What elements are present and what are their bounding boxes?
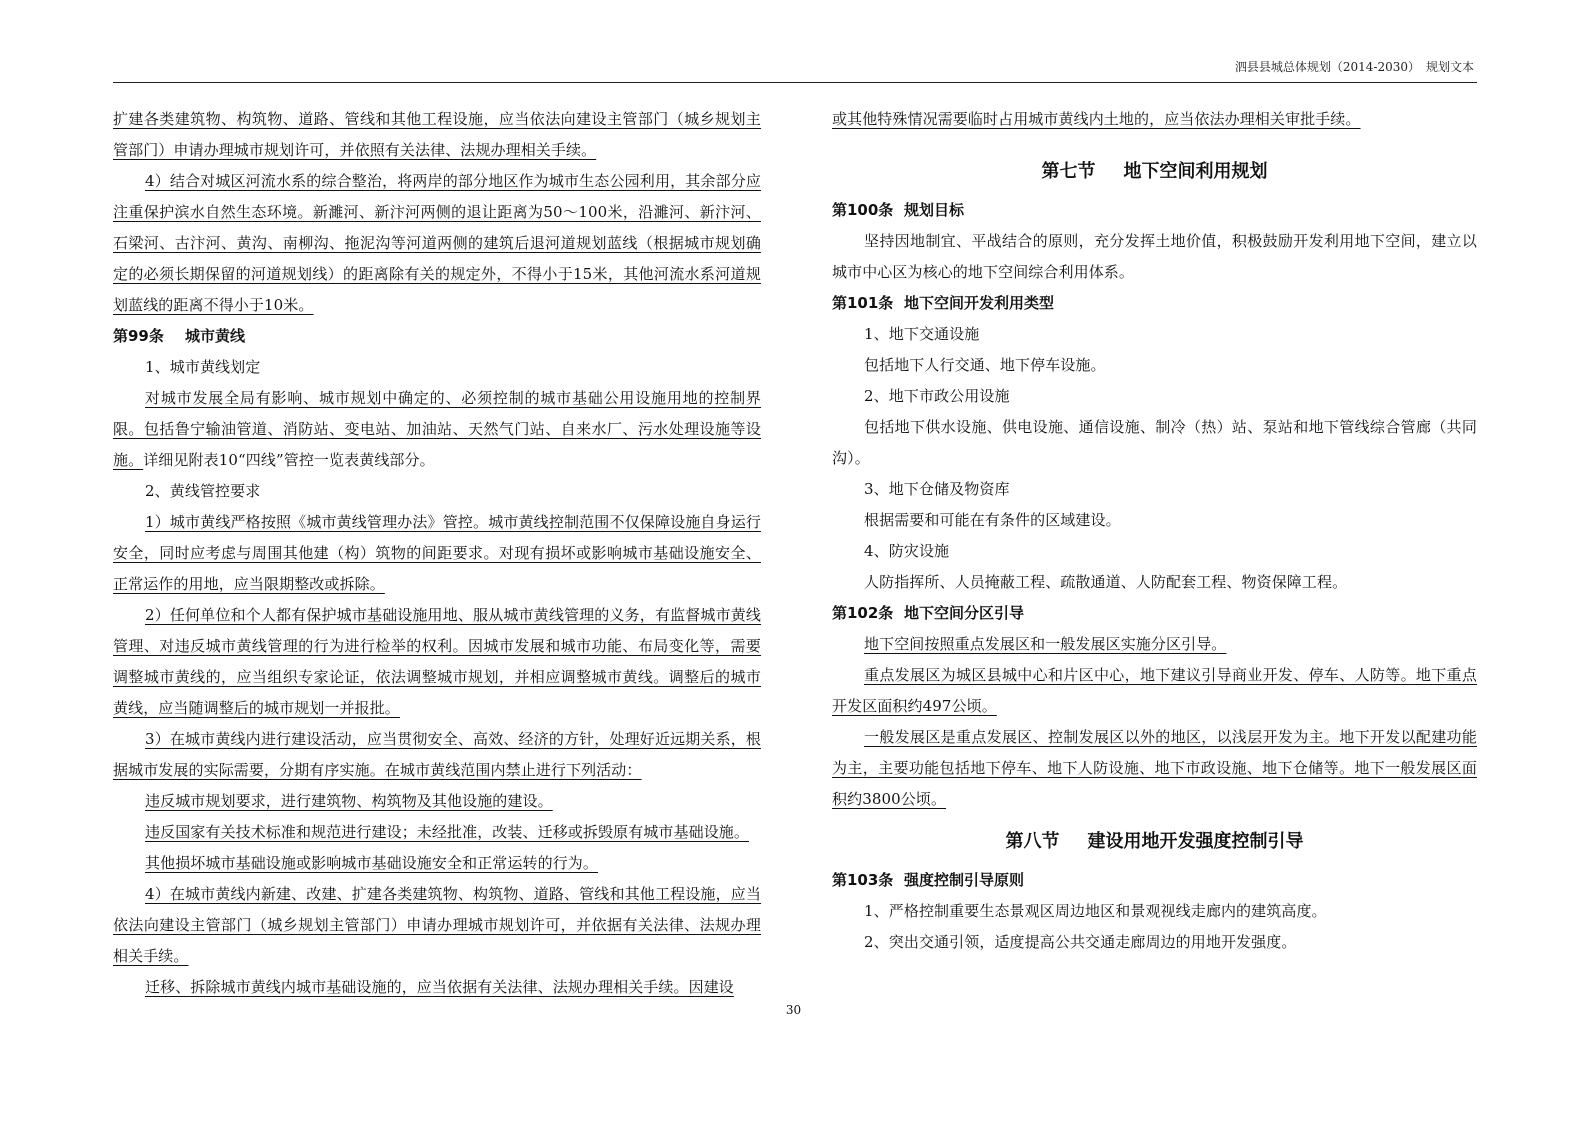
- page-number: 30: [785, 1003, 802, 1017]
- article-102-heading: [832, 598, 1477, 629]
- paragraph: 重点发展区为城区县城中心和片区中心，地下建议引导商业开发、停车、人防等。地下重点开发区面积约497公顷。: [832, 666, 1477, 715]
- subheading: 3、地下仓储及物资库: [864, 480, 1010, 498]
- subheading: 1、地下交通设施: [864, 325, 980, 343]
- section-8-heading: [832, 827, 1477, 853]
- article-number: 第102条: [832, 604, 894, 622]
- paragraph: 1）城市黄线严格按照《城市黄线管理办法》管控。城市黄线控制范围不仅保障设施自身运行安全，同时应考虑与周围其他建（构）筑物的间距要求。对现有损坏或影响城市基础设施安全、正常运作的用地，应当限期整改或拆除。: [113, 513, 761, 593]
- article-99-heading: [113, 321, 761, 352]
- subheading: 2、地下市政公用设施: [864, 387, 1010, 405]
- paragraph: 2）任何单位和个人都有保护城市基础设施用地、服从城市黄线管理的义务，有监督城市黄线管理、对违反城市黄线管理的行为进行检举的权利。因城市发展和城市功能、布局变化等，需要调整城市黄线的，应当组织专家论证，依法调整城市规划，并相应调整城市黄线。调整后的城市黄线，应当随调整后的城市规划一并报批。: [113, 606, 761, 717]
- list-item: 2、突出交通引领，适度提高公共交通走廊周边的用地开发强度。: [864, 933, 1297, 951]
- paragraph: 扩建各类建筑物、构筑物、道路、管线和其他工程设施，应当依法向建设主管部门（城乡规划主管部门）申请办理城市规划许可，并依照有关法律、法规办理相关手续。: [113, 110, 761, 159]
- section-number: 第七节: [1041, 161, 1096, 182]
- article-number: 第99条: [113, 327, 164, 345]
- article-title: 城市黄线: [185, 327, 246, 345]
- article-title: 地下空间分区引导: [904, 604, 1025, 622]
- article-number: 第103条: [832, 871, 894, 889]
- subheading: 4、防灾设施: [864, 542, 950, 560]
- paragraph: 根据需要和可能在有条件的区域建设。: [864, 511, 1121, 529]
- plain-text: 详细见附表10“四线”管控一览表黄线部分。: [143, 451, 435, 469]
- header-divider: [113, 82, 1477, 83]
- paragraph: 违反国家有关技术标准和规范进行建设；未经批准，改装、迁移或拆毁原有城市基础设施。: [145, 823, 750, 841]
- section-title: 地下空间利用规划: [1123, 161, 1268, 182]
- paragraph: 违反城市规划要求，进行建筑物、构筑物及其他设施的建设。: [145, 792, 553, 810]
- paragraph: 其他损坏城市基础设施或影响城市基础设施安全和正常运转的行为。: [145, 854, 599, 872]
- paragraph: 地下空间按照重点发展区和一般发展区实施分区引导。: [864, 635, 1227, 653]
- right-column: [832, 104, 1477, 958]
- article-103-heading: [832, 865, 1477, 896]
- article-100-heading: [832, 195, 1477, 226]
- paragraph: 人防指挥所、人员掩蔽工程、疏散通道、人防配套工程、物资保障工程。: [864, 573, 1348, 591]
- paragraph: [113, 383, 761, 476]
- article-title: 规划目标: [904, 201, 965, 219]
- paragraph: 3）在城市黄线内进行建设活动，应当贯彻安全、高效、经济的方针，处理好近远期关系，根据城市发展的实际需要，分期有序实施。在城市黄线范围内禁止进行下列活动：: [113, 730, 761, 779]
- article-title: 地下空间开发利用类型: [904, 294, 1055, 312]
- paragraph: 一般发展区是重点发展区、控制发展区以外的地区，以浅层开发为主。地下开发以配建功能为主，主要功能包括地下停车、地下人防设施、地下市政设施、地下仓储等。地下一般发展区面积约3800公顷。: [832, 728, 1477, 808]
- paragraph: 包括地下供水设施、供电设施、通信设施、制冷（热）站、泵站和地下管线综合管廊（共同沟）。: [832, 418, 1477, 467]
- underlined-text: 对城市发展全局有影响、城市规划中确定的、必须控制的城市基础公用设施用地的控制界限。包括鲁宁输油管道、消防站、变电站、加油站、天然气门站、自来水厂、污水处理设施等设施。: [113, 389, 761, 469]
- paragraph: 包括地下人行交通、地下停车设施。: [864, 356, 1106, 374]
- section-7-heading: [832, 157, 1477, 183]
- left-column: [113, 104, 761, 1003]
- paragraph: 坚持因地制宜、平战结合的原则，充分发挥土地价值，积极鼓励开发利用地下空间，建立以城市中心区为核心的地下空间综合利用体系。: [832, 232, 1477, 281]
- article-number: 第100条: [832, 201, 894, 219]
- paragraph: 4）在城市黄线内新建、改建、扩建各类建筑物、构筑物、道路、管线和其他工程设施，应当依法向建设主管部门（城乡规划主管部门）申请办理城市规划许可，并依据有关法律、法规办理相关手续。: [113, 885, 761, 965]
- article-101-heading: [832, 288, 1477, 319]
- subheading: 1、城市黄线划定: [145, 358, 261, 376]
- paragraph: 4）结合对城区河流水系的综合整治，将两岸的部分地区作为城市生态公园利用，其余部分应注重保护滨水自然生态环境。新濉河、新汴河两侧的退让距离为50～100米，沿濉河、新汴河、石梁河、古汴河、黄沟、南柳沟、拖泥沟等河道两侧的建筑后退河道规划蓝线（根据城市规划确定的必须长期保留的河道规划线）的距离除有关的规定外，不得小于15米，其他河流水系河道规划蓝线的距离不得小于10米。: [113, 172, 761, 314]
- header-title: 泗县县城总体规划（2014-2030） 规划文本: [1234, 60, 1474, 74]
- article-title: 强度控制引导原则: [904, 871, 1025, 889]
- section-title: 建设用地开发强度控制引导: [1087, 831, 1304, 852]
- subheading: 2、黄线管控要求: [145, 482, 261, 500]
- article-number: 第101条: [832, 294, 894, 312]
- paragraph: 或其他特殊情况需要临时占用城市黄线内土地的，应当依法办理相关审批手续。: [832, 110, 1361, 128]
- section-number: 第八节: [1005, 831, 1060, 852]
- paragraph: 迁移、拆除城市黄线内城市基础设施的，应当依据有关法律、法规办理相关手续。因建设: [145, 978, 734, 996]
- list-item: 1、严格控制重要生态景观区周边地区和景观视线走廊内的建筑高度。: [864, 902, 1327, 920]
